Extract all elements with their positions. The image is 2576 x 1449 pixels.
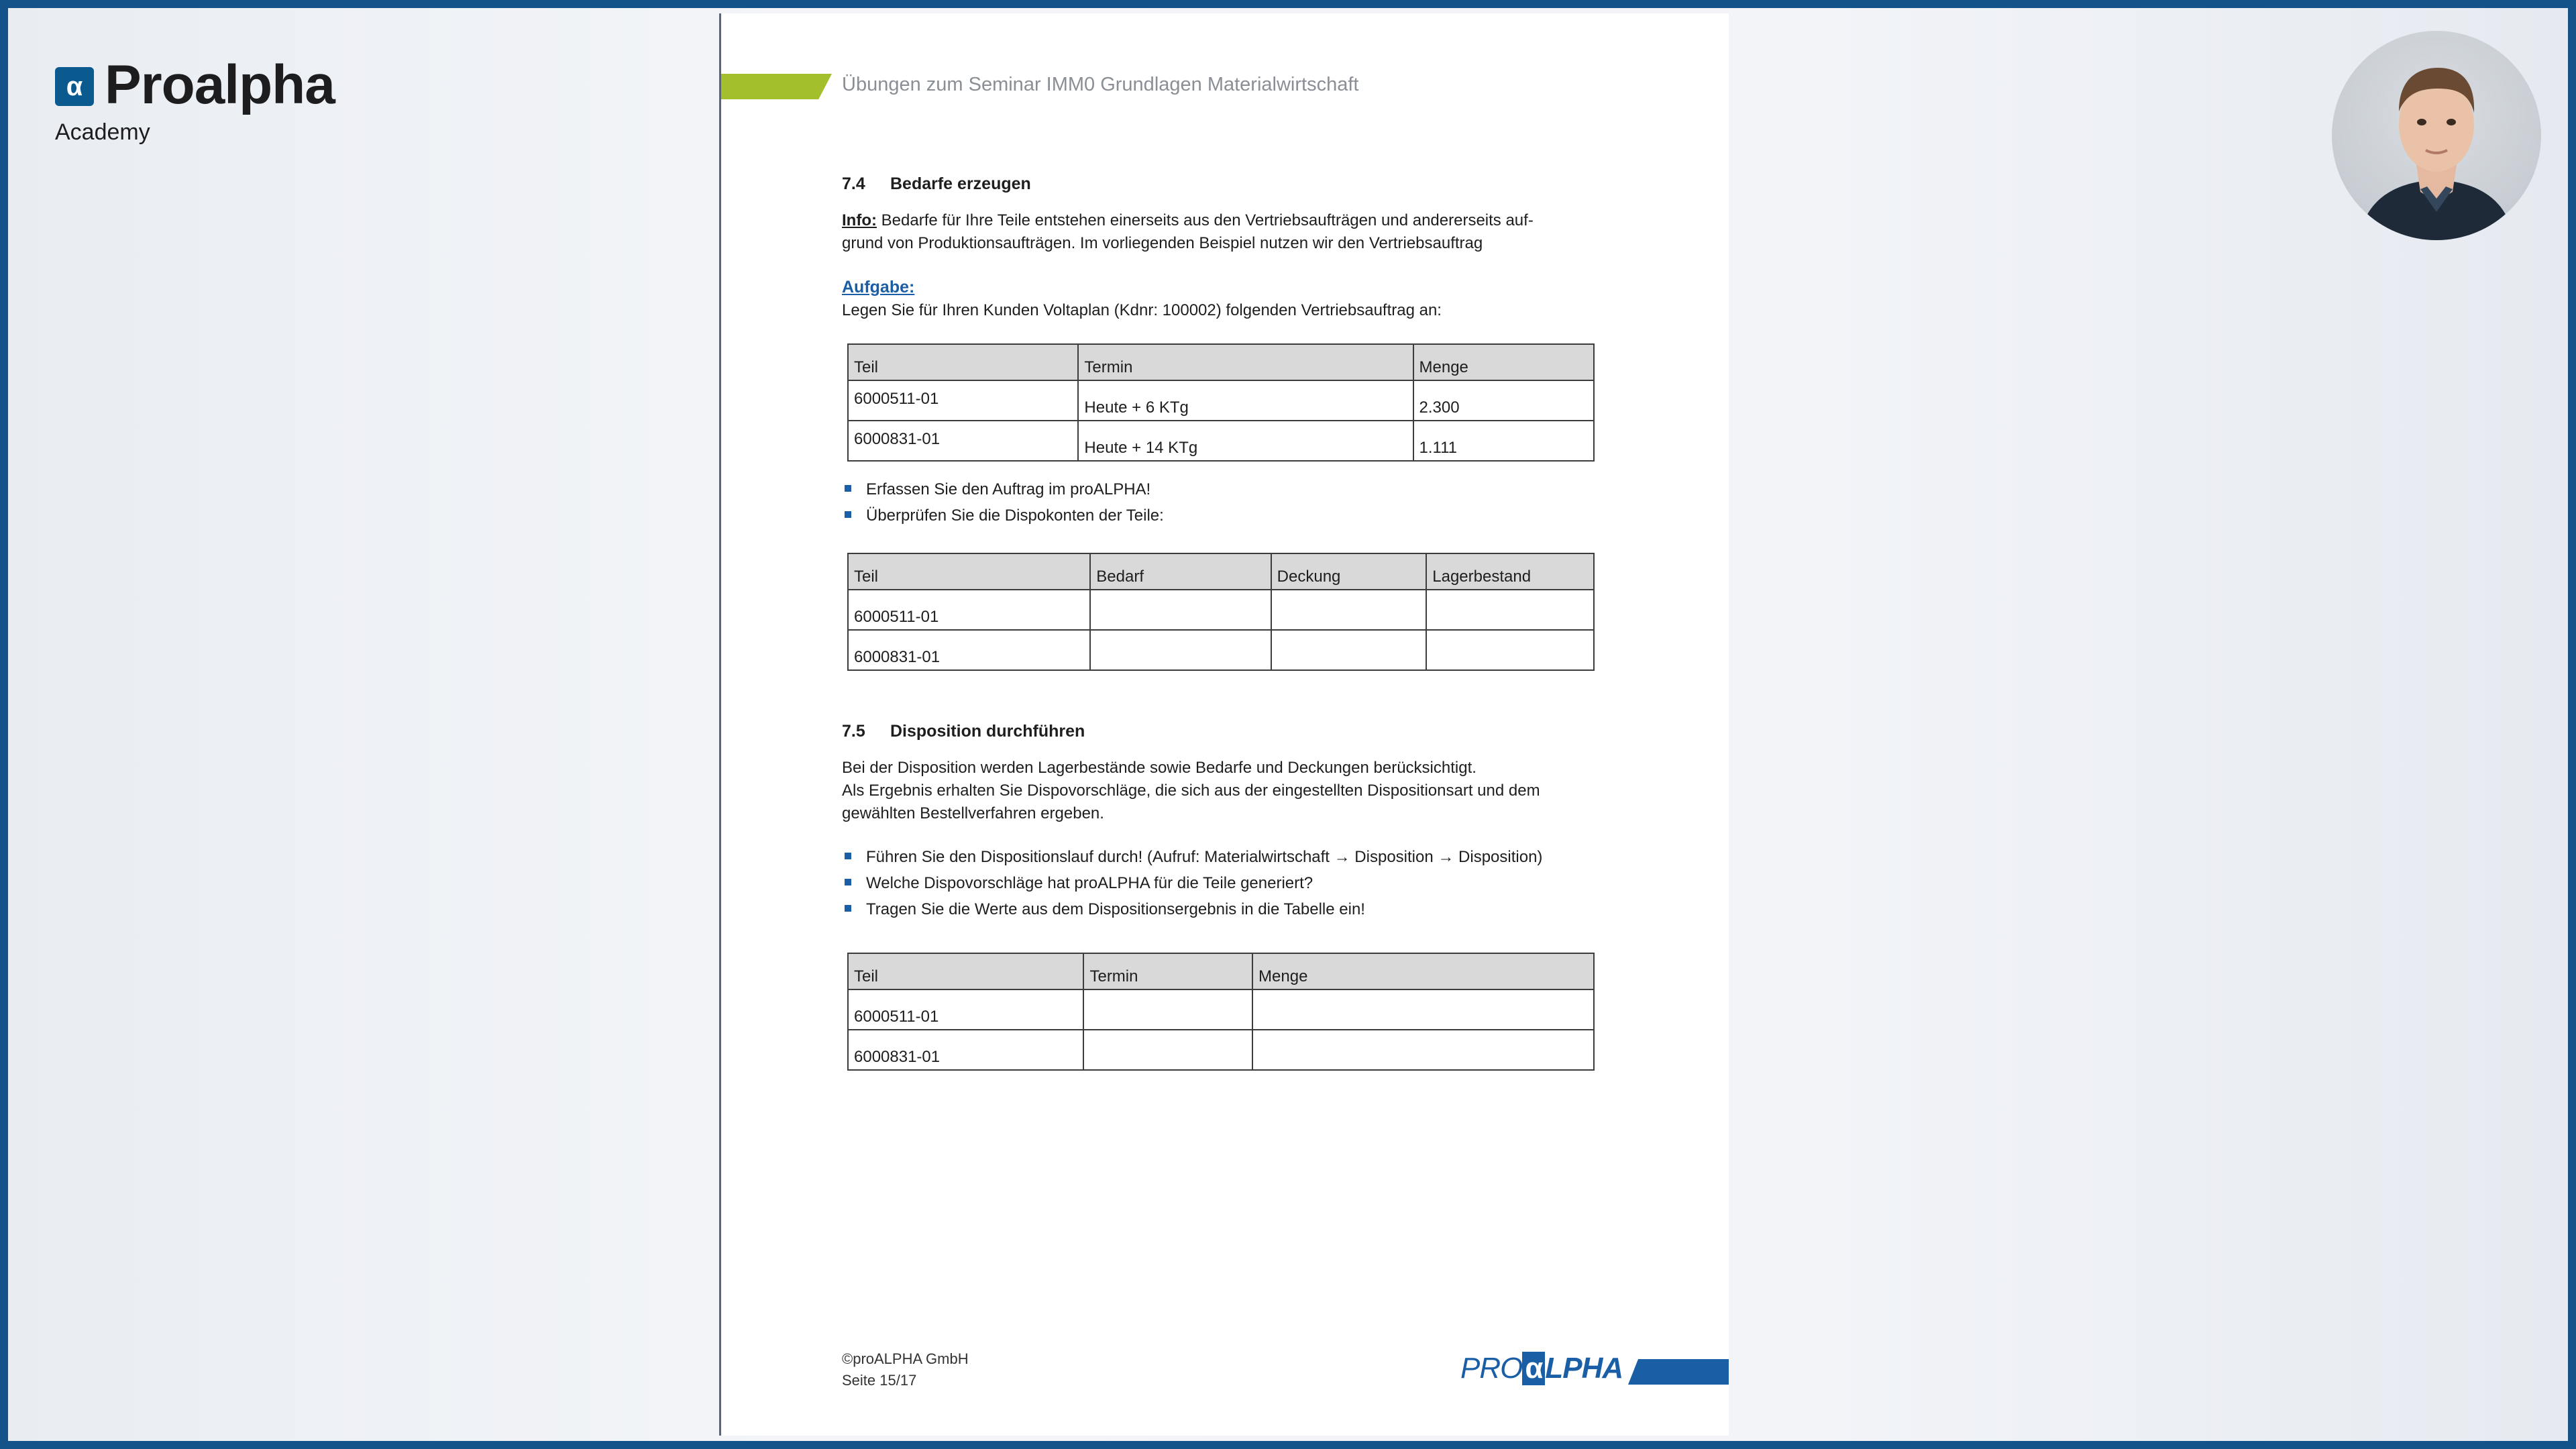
info-paragraph — [842, 209, 1607, 255]
table-cell: Heute + 6 KTg — [1078, 380, 1413, 421]
table-row — [848, 630, 1594, 670]
document-footer — [842, 1348, 969, 1391]
info-line-1: Bedarfe für Ihre Teile entstehen einerseits aus den Vertriebsaufträgen und andererseits auf- — [876, 211, 1534, 229]
document-page — [719, 13, 1729, 1436]
document-header: Übungen zum Seminar IMM0 Grundlagen Materialwirtschaft — [842, 74, 1359, 95]
table-cell: 6000831-01 — [848, 1030, 1083, 1070]
list-item: Welche Dispovorschläge hat proALPHA für die Teile generiert? — [842, 870, 1542, 896]
order-table — [847, 343, 1595, 462]
column-header: Teil — [848, 553, 1090, 590]
table-row — [848, 1030, 1594, 1070]
table-row — [848, 989, 1594, 1030]
table-cell — [1083, 1030, 1252, 1070]
proalpha-footer-logo: PROαLPHA — [1460, 1352, 1623, 1385]
column-header: Termin — [1083, 953, 1252, 989]
task-paragraph — [842, 299, 1607, 322]
list-item: Erfassen Sie den Auftrag im proALPHA! — [842, 476, 1164, 502]
column-header: Teil — [848, 344, 1078, 380]
table-cell — [1426, 590, 1594, 630]
table-cell: 6000511-01 — [848, 380, 1078, 421]
table-cell: Heute + 14 KTg — [1078, 421, 1413, 461]
list-item: Führen Sie den Dispositionslauf durch! (Aufruf: Materialwirtschaft → Disposition → Disposition) — [842, 844, 1542, 870]
header-accent-bar — [721, 74, 832, 99]
info-line-2: grund von Produktionsaufträgen. Im vorliegenden Beispiel nutzen wir den Vertriebsauftrag — [842, 234, 1483, 252]
table-cell: 1.111 — [1413, 421, 1595, 461]
section-title: Bedarfe erzeugen — [890, 174, 1031, 193]
column-header: Teil — [848, 953, 1083, 989]
table-cell — [1252, 989, 1594, 1030]
table-cell — [1090, 590, 1271, 630]
paragraph-line: Bei der Disposition werden Lagerbestände sowie Bedarfe und Deckungen berücksichtigt. — [842, 759, 1477, 777]
alpha-logo-icon: α — [55, 67, 94, 106]
alpha-logo-icon: α — [1522, 1352, 1545, 1385]
dispo-accounts-table — [847, 553, 1595, 671]
section-7-5-heading — [842, 722, 1085, 741]
bullet-list-7-5 — [842, 844, 1542, 922]
table-cell — [1271, 630, 1427, 670]
bullet-list-7-4 — [842, 476, 1164, 529]
table-cell: 6000831-01 — [848, 421, 1078, 461]
table-cell — [1252, 1030, 1594, 1070]
table-header-row — [848, 953, 1594, 989]
task-text: Legen Sie für Ihren Kunden Voltaplan (Kdnr: 100002) folgenden Vertriebsauftrag an: — [842, 301, 1442, 319]
paragraph-line: Als Ergebnis erhalten Sie Dispovorschläge, die sich aus der eingestellten Dispositionsart und dem — [842, 782, 1540, 800]
list-item: Tragen Sie die Werte aus dem Dispositionsergebnis in die Tabelle ein! — [842, 896, 1542, 922]
presentation-stage — [8, 8, 2568, 1441]
list-item: Überprüfen Sie die Dispokonten der Teile: — [842, 502, 1164, 529]
task-label: Aufgabe: — [842, 278, 915, 297]
section-number: 7.5 — [842, 722, 865, 741]
info-label: Info: — [842, 211, 877, 229]
table-cell — [1271, 590, 1427, 630]
disposition-paragraph — [842, 757, 1607, 825]
section-7-4-heading — [842, 174, 1031, 194]
section-number: 7.4 — [842, 174, 865, 193]
column-header: Lagerbestand — [1426, 553, 1594, 590]
paragraph-line: gewählten Bestellverfahren ergeben. — [842, 804, 1104, 822]
table-cell: 2.300 — [1413, 380, 1595, 421]
table-row — [848, 590, 1594, 630]
section-title: Disposition durchführen — [890, 722, 1085, 741]
logo-subtitle: Academy — [55, 119, 150, 145]
table-row — [848, 421, 1594, 461]
column-header: Menge — [1252, 953, 1594, 989]
table-header-row — [848, 344, 1594, 380]
table-cell: 6000831-01 — [848, 630, 1090, 670]
table-cell: 6000511-01 — [848, 590, 1090, 630]
disposition-result-table — [847, 953, 1595, 1071]
table-row — [848, 380, 1594, 421]
column-header: Deckung — [1271, 553, 1427, 590]
table-cell: 6000511-01 — [848, 989, 1083, 1030]
presenter-webcam — [2332, 31, 2541, 240]
table-cell — [1090, 630, 1271, 670]
footer-accent-bar — [1628, 1359, 1729, 1385]
logo-name: Proalpha — [105, 54, 335, 115]
page-number: Seite 15/17 — [842, 1372, 917, 1389]
column-header: Bedarf — [1090, 553, 1271, 590]
column-header: Termin — [1078, 344, 1413, 380]
copyright-text: ©proALPHA GmbH — [842, 1350, 969, 1367]
table-cell — [1426, 630, 1594, 670]
table-header-row — [848, 553, 1594, 590]
column-header: Menge — [1413, 344, 1595, 380]
table-cell — [1083, 989, 1252, 1030]
presenter-avatar-icon — [2332, 31, 2541, 240]
